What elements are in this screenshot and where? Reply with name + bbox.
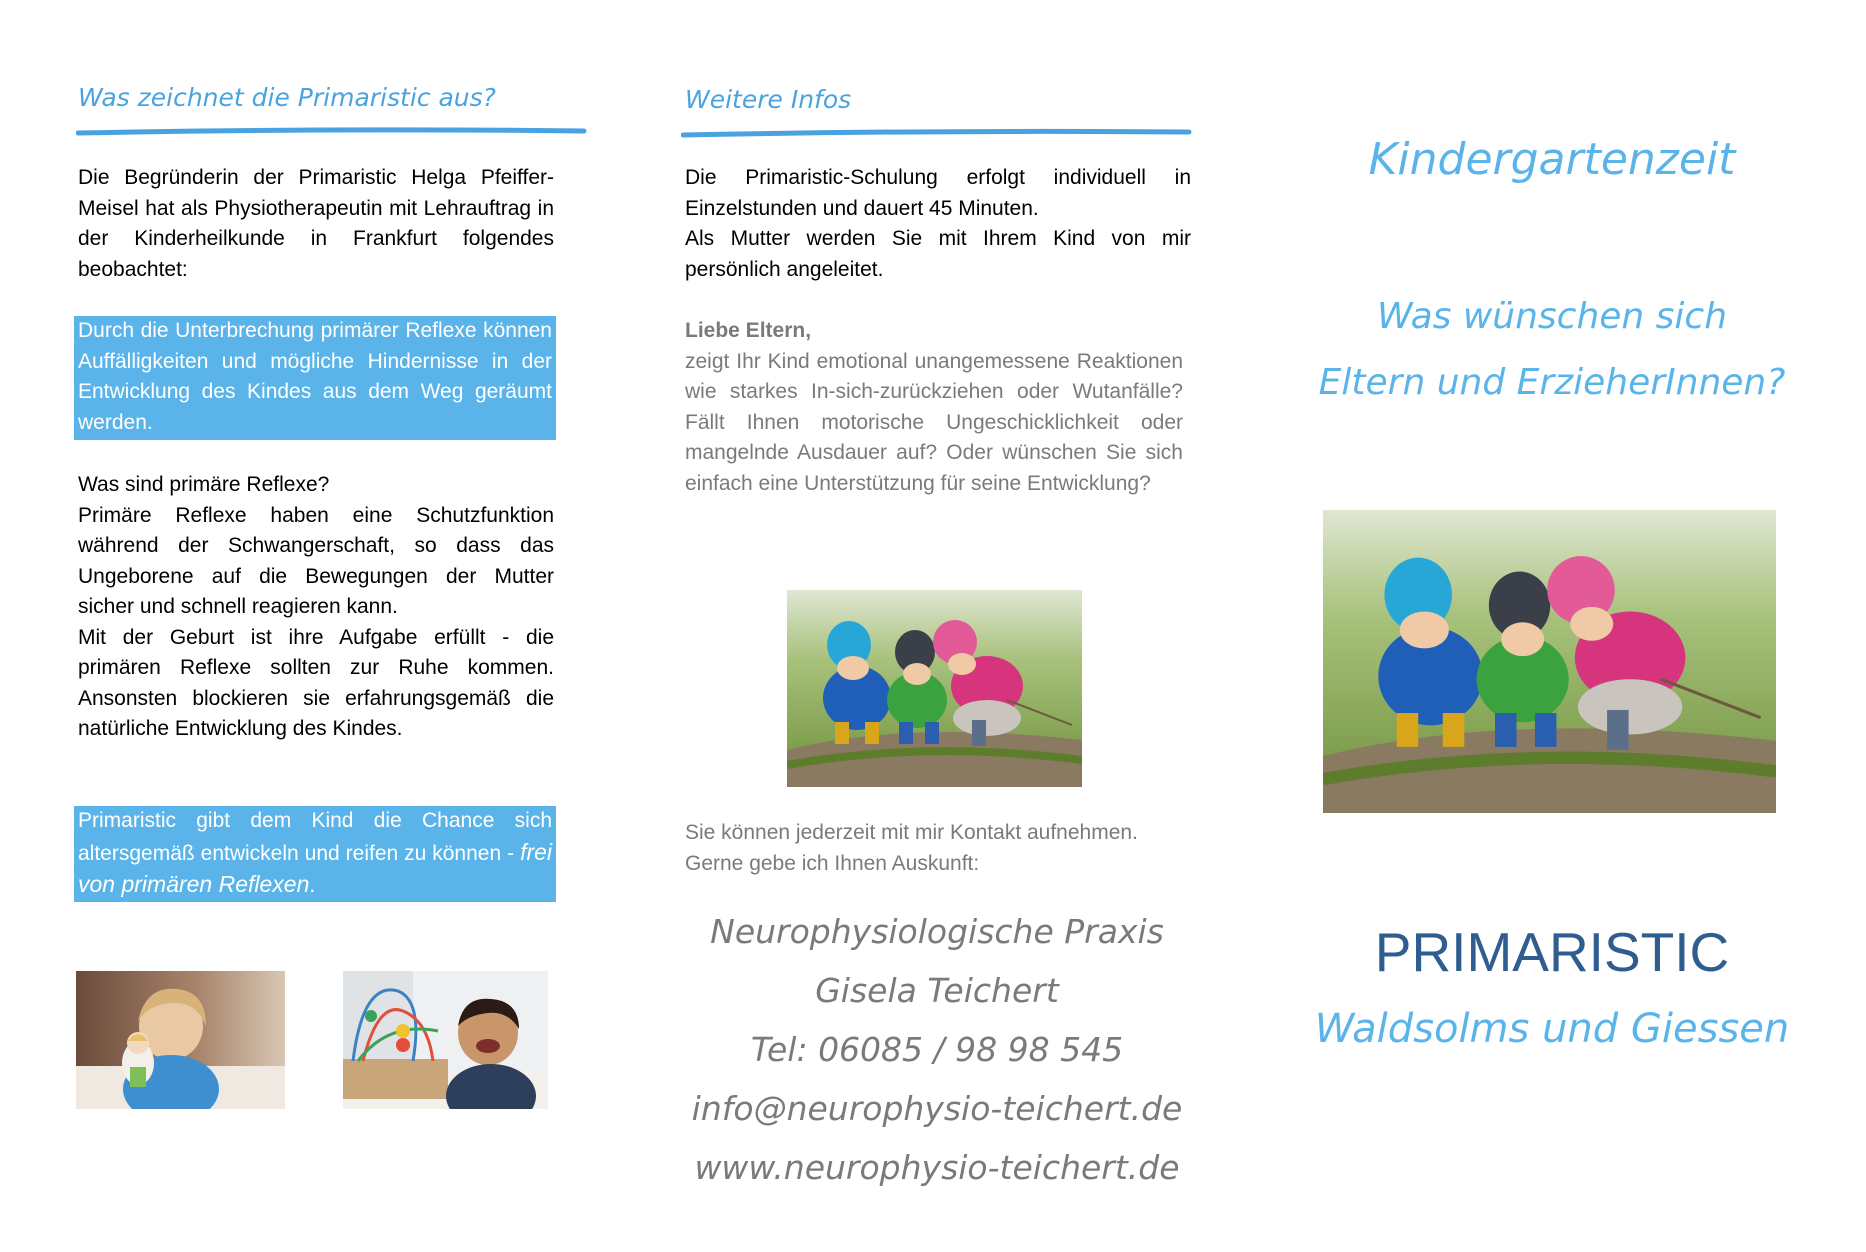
heading-underline [76,126,588,136]
contact-line-1: Sie können jederzeit mit mir Kontakt aufnehmen. [685,821,1138,844]
highlight-box-chance [74,806,556,902]
chance-emphasis: frei von primären Reflexen [78,838,553,897]
practice-name: Neurophysiologische Praxis [710,912,1164,951]
reflexes-paragraph-2: Mit der Geburt ist ihre Aufgabe erfüllt - die primären Reflexe sollten zur Ruhe kommen. Ansonsten blockieren sie erfahrungsgemäß die natürliche Entwicklung des Kindes. [78,625,554,740]
intro-text [78,163,554,285]
chance-text: Primaristic gibt dem Kind die Chance sich altersgemäß entwickeln und reifen zu können [78,809,552,865]
section-heading: Weitere Infos [685,85,852,114]
reflexes-explanation [78,470,554,745]
chance-end: . [309,874,316,897]
website-url: www.neurophysio-teichert.de [694,1148,1180,1187]
chance-dash: - [507,841,521,865]
brand-name: PRIMARISTIC [1374,921,1730,983]
guidance-paragraph: Als Mutter werden Sie mit Ihrem Kind von mir persönlich angeleitet. [685,227,1191,281]
intro-paragraph: Die Begründerin der Primaristic Helga Pfeiffer-Meisel hat als Physiotherapeutin mit Lehrauftrag in der Kinderheilkunde in Frankfurt folgendes beobachtet: [78,166,554,281]
greeting: Liebe Eltern, [685,319,812,342]
contact-line-2: Gerne gebe ich Ihnen Auskunft: [685,851,980,875]
panel-primaristic-features [76,0,554,1252]
therapist-name: Gisela Teichert [815,971,1059,1010]
photo-girl-with-doll [76,971,285,1109]
reflexes-paragraph-1: Primäre Reflexe haben eine Schutzfunktion während der Schwangerschaft, so dass das Ungeborene auf die Bewegungen der Mutter sicher und schnell reagieren kann. [78,503,554,618]
contact-block [683,902,1191,1197]
photo-boy-bead-maze [343,971,548,1109]
contact-invitation [685,818,1193,879]
session-paragraph: Die Primaristic-Schulung erfolgt individuell in Einzelstunden und dauert 45 Minuten. [685,166,1191,220]
parents-question: zeigt Ihr Kind emotional unangemessene Reaktionen wie starkes In-sich-zurückziehen oder Wutanfälle? Fällt Ihnen motorische Ungeschicklichkeit oder mangelnde Ausdauer auf? Oder wünschen Sie sich einfach eine Unterstützung für seine Entwicklung? [685,349,1183,495]
cover-title: Kindergartenzeit [1368,134,1736,185]
phone-number: Tel: 06085 / 98 98 545 [750,1030,1124,1069]
reflexes-question: Was sind primäre Reflexe? [78,473,330,496]
panel-cover [1292,0,1812,1252]
cover-question-line-2: Eltern und ErzieherInnen? [1318,362,1786,403]
photo-children-playing [787,590,1082,787]
photo-children-cover [1323,510,1776,813]
practice-locations: Waldsolms und Giessen [1314,1006,1790,1052]
section-heading: Was zeichnet die Primaristic aus? [78,83,496,112]
panel-more-info [683,0,1191,1252]
parents-appeal [685,316,1183,499]
heading-underline [681,128,1193,138]
highlight-box-reflexes [74,316,556,440]
cover-question-line-1: Was wünschen sich [1376,296,1728,337]
email-address: info@neurophysio-teichert.de [691,1089,1183,1128]
session-info [685,163,1191,285]
highlight-text: Durch die Unterbrechung primärer Reflexe können Auffälligkeiten und mögliche Hindernisse in der Entwicklung des Kindes aus dem Weg geräumt werden. [78,319,552,434]
